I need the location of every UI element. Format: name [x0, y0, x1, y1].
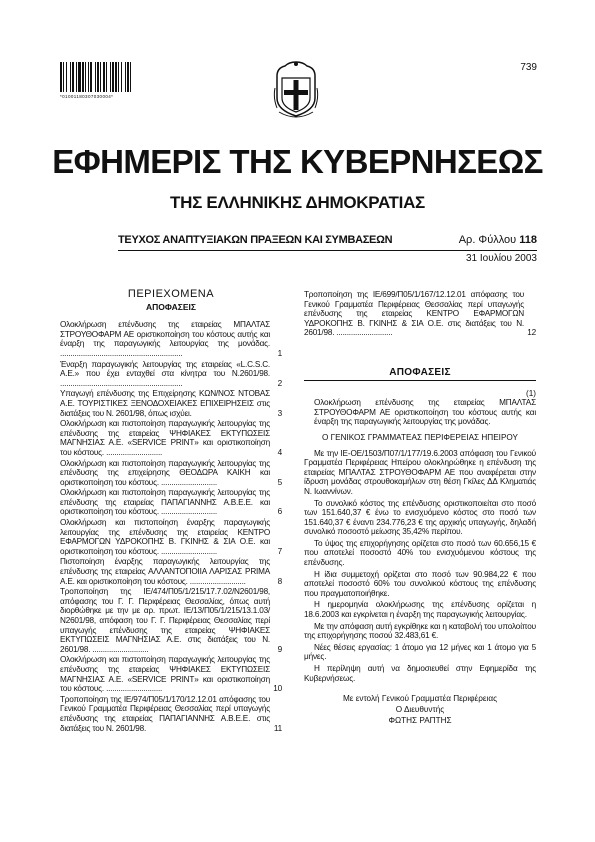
signature-name: ΦΩΤΗΣ ΡΑΠΤΗΣ: [388, 716, 452, 726]
toc-item-text: Έναρξη παραγωγικής λειτουργίας της εταιρείας «L.C.S.C. A.E.» που έχει ενταχθεί στα κίνητρα του Ν.2601/98. ...........................................................: [60, 359, 270, 388]
toc-item[interactable]: [60, 389, 282, 418]
toc-item[interactable]: [60, 488, 282, 517]
issue-date: 31 Ιουλίου 2003: [466, 253, 537, 264]
decision-paragraph: Με την απόφαση αυτή εγκρίθηκε και η καταβολή του υπολοίπου της επιχορήγησης ποσού 32.483,61 €.: [304, 621, 536, 641]
decision-paragraph: Το ύψος της επιχορήγησης ορίζεται στο ποσό των 60.656,15 € που αποτελεί ποσοστό 40% του ενισχυόμενου κόστους της επένδυσης.: [304, 538, 536, 568]
toc-item[interactable]: [60, 360, 282, 389]
series-line: [118, 234, 537, 250]
decisions-heading: ΑΠΟΦΑΣΕΙΣ: [389, 366, 451, 378]
toc-item-text: Ολοκλήρωση επένδυσης της εταιρείας ΜΠΑΛΤΑΣ ΣΤΡΟΥΘΟΦΑΡΜ ΑΕ οριστικοποίηση του κόστους αυτής και έναρξη της παραγωγικής λειτουργίας της μονάδας. ...........................................................: [60, 320, 270, 358]
decisions-rule: [304, 380, 536, 381]
decision-paragraph: Νέες θέσεις εργασίας: 1 άτομο για 12 μήνες και 1 άτομο για 5 μήνες.: [304, 642, 536, 662]
decision-number: (1): [525, 388, 536, 398]
signature-block: [304, 693, 536, 726]
toc-item-page: 10: [273, 684, 282, 694]
decision-paragraph: Η περίληψη αυτή να δημοσιευθεί στην Εφημερίδα της Κυβερνήσεως.: [304, 664, 536, 683]
series-name: ΤΕΥΧΟΣ ΑΝΑΠΤΥΞΙΑΚΩΝ ΠΡΑΞΕΩΝ ΚΑΙ ΣΥΜΒΑΣΕΩΝ: [118, 234, 393, 246]
page-number: 739: [520, 62, 537, 73]
header-rule: [118, 250, 537, 251]
signature-role: Ο Διευθυντής: [395, 705, 445, 715]
toc-item-page: 9: [277, 644, 282, 654]
decision-authority: Ο ΓΕΝΙΚΟΣ ΓΡΑΜΜΑΤΕΑΣ ΠΕΡΙΦΕΡΕΙΑΣ ΗΠΕΙΡΟΥ: [322, 432, 518, 442]
toc-item-page: 12: [527, 328, 536, 338]
toc-item-text: Πιστοποίηση έναρξης παραγωγικής λειτουργίας της επένδυσης της εταιρείας ΑΛΛΑΝΤΟΠΟΙΙΑ ΛΑΡΙΣΑΣ PRIMA Α.Ε. και οριστικοποίηση του κόστους. ...........................: [60, 557, 270, 586]
decisions-section-header: [304, 368, 536, 381]
signature-on-behalf: Με εντολή Γενικού Γραμματέα Περιφέρειας: [342, 694, 498, 704]
issue-number: 118: [519, 234, 537, 246]
issue-label: Αρ. Φύλλου: [458, 234, 517, 246]
toc-item-page: 5: [277, 477, 282, 487]
toc-item[interactable]: [60, 320, 282, 358]
contents-title: ΠΕΡΙΕΧΟΜΕΝΑ: [127, 288, 215, 300]
toc-item-text: Ολοκλήρωση και πιστοποίηση παραγωγικής λειτουργίας της επένδυσης της εταιρείας ΠΑΠΑΓΙΑΝΝΗΣ Α.Β.Ε.Ε. και οριστικοποίηση του κόστους. ...........................: [60, 488, 270, 517]
decision-paragraph: Το συνολικό κόστος της επένδυσης οριστικοποιείται στο ποσό των 151.640,37 € ένω το ενισχυόμενο κόστος στο ποσό των 151.640,37 € έναντι 234.776,23 € της αρχικής υπαγωγής, δηλαδή συνολικό ποσοστό μείωσης 35,42% περίπου.: [304, 498, 536, 537]
toc-item-text: Ολοκλήρωση και πιστοποίηση παραγωγικής λειτουργίας της επένδυσης της εταιρείας ΨΗΦΙΑΚΕΣ ΕΚΤΥΠΩΣΕΙΣ ΜΑΓΝΗΣΙΑΣ Α.Ε. «SERVICE PRINT» και οριστικοποίηση του κόστους. ...........................: [60, 419, 270, 457]
toc-item-text: Τροποποίηση της ΙΕ/974/Π05/1/170/12.12.01 απόφασης του Γενικού Γραμματέα Περιφέρειας Θεσσαλίας περί υπαγωγής επένδυσης της εταιρείας ΠΑΠΑΓΙΑΝΝΗΣ Α.Β.Ε.Ε. στις διατάξεις του Ν. 2601/98.: [60, 694, 270, 733]
decision-title: Ολοκλήρωση επένδυσης της εταιρείας ΜΠΑΛΤΑΣ ΣΤΡΟΥΘΟΦΑΡΜ ΑΕ οριστικοποίηση του κόστους αυτής και έναρξη της παραγωγικής λειτουργίας της μονάδας.: [314, 398, 536, 427]
decisions-column: [304, 290, 536, 726]
toc-item[interactable]: [60, 459, 282, 488]
toc-item-text: Υπαγωγή επένδυσης της Επιχείρησης ΚΩΝ/ΝΟΣ ΝΤΟΒΑΣ Α.Ε. ΤΟΥΡΙΣΤΙΚΕΣ ΞΕΝΟΔΟΧΕΙΑΚΕΣ ΕΠΙΧΕΙΡΗΣΕΙΣ στις διατάξεις του Ν. 2601/98, όπως ισχύει.: [60, 389, 270, 418]
toc-item[interactable]: [60, 655, 282, 693]
toc-item-page: 2: [277, 378, 282, 388]
barcode-image: [60, 62, 154, 92]
contents-section-heading: ΑΠΟΦΑΣΕΙΣ: [145, 301, 196, 312]
toc-item[interactable]: [60, 419, 282, 457]
decision-body: [304, 449, 536, 684]
toc-item-page: 11: [273, 723, 282, 733]
toc-item-text: Τροποποίηση της ΙΕ/699/Π05/1/167/12.12.01 απόφασης του Γενικού Γραμματέα Περιφέρειας Θεσσαλίας περί υπαγωγής επένδυσης της εταιρείας ΚΕΝΤΡΟ ΕΦΑΡΜΟΓΩΝ ΥΔΡΟΚΟΠΗΣ Β. ΓΚΙΝΗΣ & ΣΙΑ Ο.Ε. στις διατάξεις του Ν. 2601/98. ...........................: [304, 290, 524, 338]
gazette-title: ΕΦΗΜΕΡΙΣ ΤΗΣ ΚΥΒΕΡΝΗΣΕΩΣ: [52, 143, 543, 180]
decision-paragraph: Η ίδια συμμετοχή ορίζεται στο ποσό των 90.984,22 € που αποτελεί ποσοστό 60% του συνολικού κόστους της επένδυσης που πραγματοποιήθηκε.: [304, 569, 536, 598]
toc-item-text: Ολοκλήρωση και πιστοποίηση έναρξης παραγωγικής λειτουργίας της επένδυσης της εταιρείας ΚΕΝΤΡΟ ΕΦΑΡΜΟΓΩΝ ΥΔΡΟΚΟΠΗΣ Β. ΓΚΙΝΗΣ & ΣΙΑ Ο.Ε. και οριστικοποίηση του κόστους. ...........................: [60, 518, 270, 556]
toc-list: [60, 320, 282, 733]
gazette-subtitle: ΤΗΣ ΕΛΛΗΝΙΚΗΣ ΔΗΜΟΚΡΑΤΙΑΣ: [170, 193, 425, 212]
toc-item-page: 7: [277, 546, 282, 556]
toc-item-page: 3: [277, 408, 282, 418]
toc-item-page: 8: [277, 576, 282, 586]
toc-item[interactable]: [304, 290, 536, 338]
barcode-digits: *01001180307030004*: [60, 94, 114, 99]
toc-item[interactable]: [60, 587, 282, 654]
toc-item-page: 4: [277, 447, 282, 457]
toc-item-text: Ολοκλήρωση και πιστοποίηση παραγωγικής λειτουργίας της επένδυσης της επιχείρησης ΘΕΟΔΩΡΑ ΚΑΙΚΗ και οριστικοποίηση του κόστους. ...........................: [60, 458, 270, 487]
toc-item[interactable]: [60, 695, 282, 733]
contents-column: [60, 290, 282, 734]
toc-item-page: 6: [277, 507, 282, 517]
decision-paragraph: Η ημερομηνία ολοκλήρωσης της επένδυσης ορίζεται η 18.6.2003 και εγκρίνεται η έναρξη της παραγωγικής λειτουργίας.: [304, 600, 536, 620]
issue-info: [459, 234, 537, 246]
toc-item-text: Τροποποίηση της ΙΕ/474/Π05/1/215/17.7.02/Ν2601/98, απόφασης του Γ. Γ. Περιφέρειας Θεσσαλίας, όπως αυτή διορθώθηκε με την με αρ. πρωτ. ΙΕ/13/Π05/1/215/13.1.03/Ν2601/98, απόφαση του Γ. Γ. Περιφέρειας Θεσσαλίας περί υπαγωγής επένδυσης της εταιρείας ΨΗΦΙΑΚΕΣ ΕΚΤΥΠΩΣΕΙΣ ΜΑΓΝΗΣΙΑΣ Α.Ε. στις διατάξεις του Ν. 2601/98. ...........................: [60, 587, 270, 654]
greek-coat-of-arms-icon: [273, 58, 319, 120]
toc-item[interactable]: [60, 518, 282, 556]
toc-item-page: 1: [277, 348, 282, 358]
decision-paragraph: Με την ΙΕ-ΟΕ/1503/Π07/1/177/19.6.2003 απόφαση του Γενικού Γραμματέα Περιφέρειας Ηπείρου ολοκληρώθηκε η επένδυση της εταιρείας ΜΠΑΛΤΑΣ ΣΤΡΟΥΘΟΦΑΡΜ ΑΕ που αναφέρεται στην ίδρυση μονάδας στρουθοκαμήλων στη θέση Γκίλες ΔΔ Κληματιάς Ν. Ιωαννίνων.: [304, 448, 536, 496]
toc-item[interactable]: [60, 557, 282, 586]
toc-item-text: Ολοκλήρωση και πιστοποίηση παραγωγικής λειτουργίας της επένδυσης της εταιρείας ΨΗΦΙΑΚΕΣ ΕΚΤΥΠΩΣΕΙΣ ΜΑΓΝΗΣΙΑΣ Α.Ε. «SERVICE PRINT» και οριστικοποίηση του κόστους. ...........................: [60, 655, 270, 694]
